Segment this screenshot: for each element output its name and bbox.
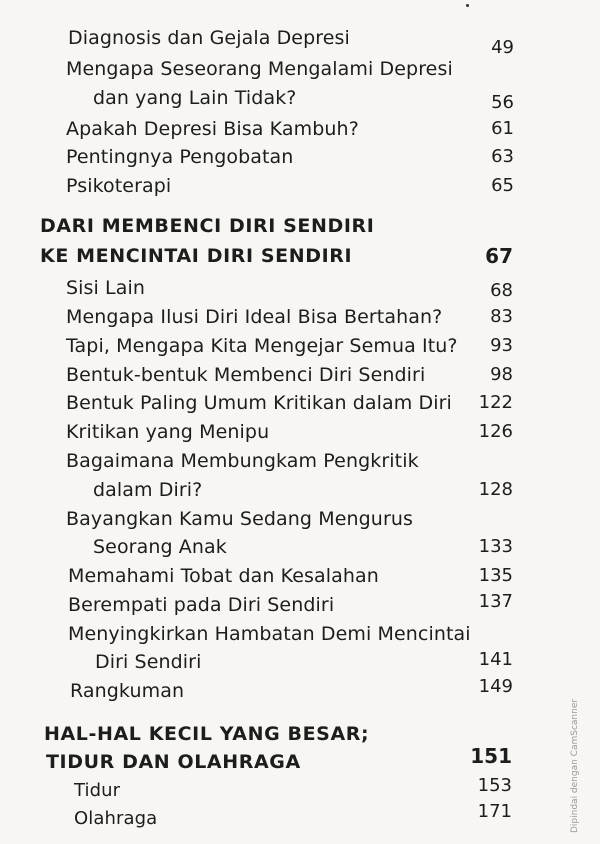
- scan-speck: [466, 4, 469, 7]
- toc-entry[interactable]: [0, 303, 600, 331]
- toc-page-number: 56: [491, 92, 514, 113]
- toc-entry-title: Tapi, Mengapa Kita Mengejar Semua Itu?: [66, 335, 458, 357]
- toc-entry-title: Mengapa Ilusi Diri Ideal Bisa Bertahan?: [66, 306, 443, 328]
- toc-page-number: 63: [491, 146, 514, 167]
- toc-entry-continuation[interactable]: [0, 533, 600, 561]
- toc-page-number: 153: [477, 775, 512, 796]
- toc-entry-title: Memahami Tobat dan Kesalahan: [68, 565, 379, 587]
- toc-page-number: 93: [490, 335, 513, 356]
- toc-entry[interactable]: [0, 677, 600, 705]
- toc-entry[interactable]: [0, 332, 600, 360]
- toc-page-number: 83: [490, 306, 513, 327]
- toc-page-number: 135: [478, 565, 513, 586]
- toc-entry[interactable]: [0, 389, 600, 417]
- toc-entry-title: Bagaimana Membungkam Pengkritik: [66, 450, 419, 472]
- toc-entry-title: Berempati pada Diri Sendiri: [68, 594, 335, 616]
- toc-entry[interactable]: [0, 361, 600, 389]
- toc-entry-title: Pentingnya Pengobatan: [66, 146, 294, 168]
- chapter-title: HAL-HAL KECIL YANG BESAR;: [44, 723, 370, 745]
- toc-page-number: 49: [491, 37, 514, 58]
- chapter-page-number: 67: [485, 244, 513, 268]
- toc-entry[interactable]: [0, 801, 600, 833]
- toc-entry-title: Menyingkirkan Hambatan Demi Mencintai: [68, 623, 471, 645]
- toc-page-number: 126: [478, 421, 513, 442]
- toc-entry[interactable]: [0, 505, 600, 533]
- toc-entry[interactable]: [0, 418, 600, 446]
- toc-entry[interactable]: [0, 55, 600, 83]
- toc-entry-title: Mengapa Seseorang Mengalami Depresi: [66, 58, 453, 80]
- toc-page-number: 128: [478, 479, 513, 500]
- chapter-page-number: 151: [470, 744, 512, 768]
- toc-entry-title: Apakah Depresi Bisa Kambuh?: [66, 118, 359, 140]
- chapter-title: DARI MEMBENCI DIRI SENDIRI: [40, 215, 375, 237]
- chapter-heading[interactable]: [0, 212, 600, 240]
- toc-entry-title: Bentuk Paling Umum Kritikan dalam Diri: [66, 392, 452, 414]
- toc-entry[interactable]: [0, 591, 600, 619]
- toc-page-number: 98: [490, 364, 513, 385]
- toc-page-number: 149: [478, 676, 513, 697]
- toc-entry-title-cont: Seorang Anak: [93, 536, 227, 558]
- toc-entry-continuation[interactable]: [0, 648, 600, 676]
- toc-entry-title: Bayangkan Kamu Sedang Mengurus: [66, 508, 413, 530]
- scanner-watermark-text: Dipindai dengan CamScanner: [570, 698, 580, 833]
- toc-page-number: 137: [478, 591, 513, 612]
- toc-entry[interactable]: [0, 143, 600, 171]
- chapter-title-cont: TIDUR DAN OLAHRAGA: [46, 751, 301, 773]
- toc-entry[interactable]: [0, 562, 600, 590]
- toc-entry-continuation[interactable]: [0, 476, 600, 504]
- toc-entry-title: Olahraga: [74, 808, 158, 829]
- toc-entry-title: Sisi Lain: [66, 277, 146, 299]
- toc-page-number: 65: [491, 175, 514, 196]
- chapter-title-cont: KE MENCINTAI DIRI SENDIRI: [40, 245, 353, 267]
- toc-entry[interactable]: [0, 447, 600, 475]
- toc-page-number: 68: [490, 280, 513, 301]
- toc-page-number: 133: [478, 536, 513, 557]
- chapter-heading-continuation[interactable]: [0, 242, 600, 270]
- toc-entry[interactable]: [0, 172, 600, 200]
- toc-entry-title: Tidur: [74, 780, 121, 801]
- toc-entry-title-cont: dalam Diri?: [93, 479, 203, 501]
- toc-page-number: 122: [478, 392, 513, 413]
- toc-entry-title-cont: Diri Sendiri: [95, 651, 202, 673]
- toc-entry-title: Bentuk-bentuk Membenci Diri Sendiri: [66, 364, 426, 386]
- toc-page-number: 141: [478, 649, 513, 670]
- toc-entry-title: Diagnosis dan Gejala Depresi: [68, 27, 350, 49]
- toc-page-number: 61: [491, 118, 514, 139]
- toc-entry[interactable]: [0, 115, 600, 143]
- toc-entry-title-cont: dan yang Lain Tidak?: [93, 87, 297, 109]
- toc-page-number: 171: [477, 801, 512, 822]
- scanner-watermark: [566, 698, 588, 835]
- toc-entry[interactable]: [0, 620, 600, 648]
- toc-entry-title: Kritikan yang Menipu: [66, 421, 270, 443]
- toc-entry-title: Psikoterapi: [66, 175, 172, 197]
- toc-entry-title: Rangkuman: [70, 680, 185, 702]
- toc-entry-page-row: [0, 89, 600, 117]
- toc-entry[interactable]: [0, 274, 600, 302]
